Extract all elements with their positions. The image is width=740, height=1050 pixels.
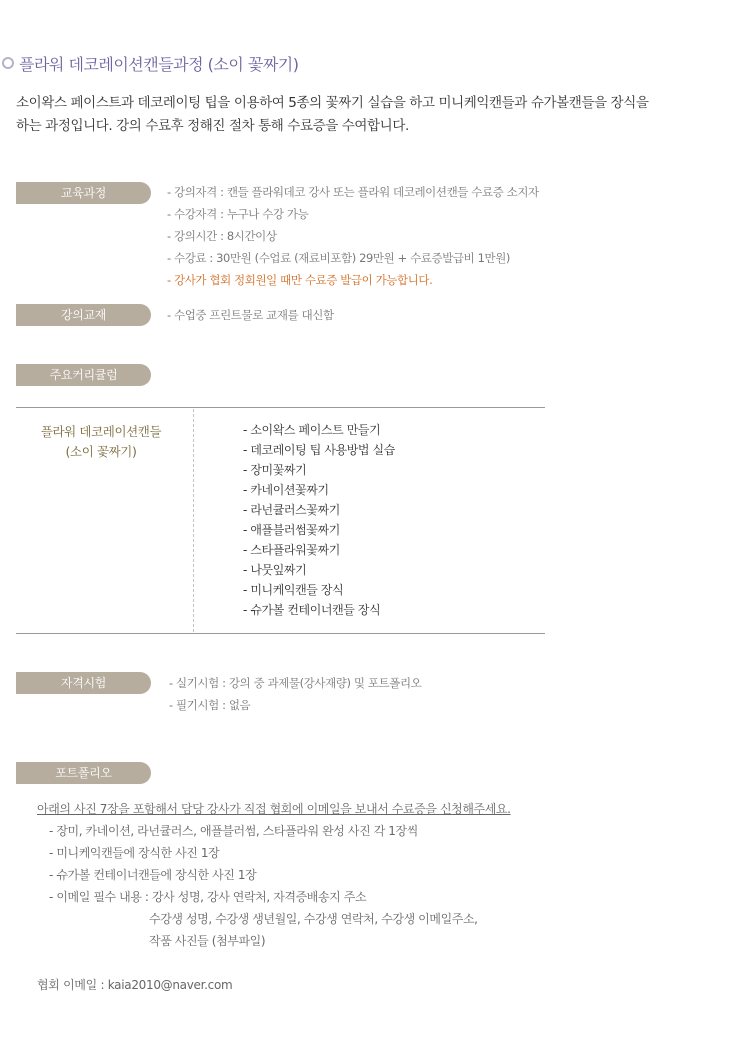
education-line: - 수강료 : 30만원 (수업료 (재료비포함) 29만원 + 수료증발급비 1만원): [167, 251, 510, 265]
list-item: - 라넌큘러스꽃짜기: [243, 503, 340, 517]
course-name-line: (소이 꽃짜기): [65, 444, 137, 459]
education-info: [167, 181, 539, 291]
list-item: - 나뭇잎짜기: [243, 563, 307, 577]
list-item: - 애플블러썸꽃짜기: [243, 523, 340, 537]
intro-line: 하는 과정입니다. 강의 수료후 정해진 절차 통해 수료증을 수여합니다.: [16, 118, 409, 134]
exam-label: 자격시험: [16, 672, 151, 694]
curriculum-label: 주요커리큘럼: [16, 364, 151, 386]
list-item: - 슈가볼 컨테이너캔들 장식: [243, 603, 381, 617]
course-intro: [16, 92, 716, 138]
list-item: - 미니케익캔들 장식: [243, 583, 344, 597]
intro-line: 소이왁스 페이스트과 데코레이팅 팁을 이용하여 5종의 꽃짜기 실습을 하고 미니케익캔들과 슈가볼캔들을 장식을: [16, 95, 649, 111]
list-item: - 스타플라워꽃짜기: [243, 543, 340, 557]
exam-info: [169, 672, 421, 716]
portfolio-item: - 이메일 필수 내용 : 강사 성명, 강사 연락처, 자격증배송지 주소: [49, 890, 367, 904]
portfolio-label: 포트폴리오: [16, 762, 151, 784]
list-item: - 소이왁스 페이스트 만들기: [243, 423, 381, 437]
exam-line: - 필기시험 : 없음: [169, 698, 251, 712]
portfolio-item: - 슈가볼 컨테이너캔들에 장식한 사진 1장: [49, 868, 257, 882]
curriculum-list: [243, 420, 395, 620]
list-item: - 장미꽃짜기: [243, 463, 307, 477]
portfolio-item: - 장미, 카네이션, 라넌큘러스, 애플블러썸, 스타플라워 완성 사진 각 1장씩: [49, 824, 418, 838]
education-line: - 수강자격 : 누구나 수강 가능: [167, 207, 309, 221]
course-name-line: 플라워 데코레이션캔들: [40, 424, 162, 439]
curriculum-table: [16, 407, 545, 634]
section-header: [2, 51, 299, 75]
exam-line: - 실기시험 : 강의 중 과제물(강사재량) 및 포트폴리오: [169, 676, 422, 690]
education-line: - 강의시간 : 8시간이상: [167, 229, 277, 243]
portfolio-item: - 미니케익캔들에 장식한 사진 1장: [49, 846, 220, 860]
ring-bullet-icon: [2, 57, 14, 69]
textbook-line: - 수업중 프린트물로 교재를 대신함: [167, 308, 334, 322]
portfolio-lead: 아래의 사진 7장을 포함해서 담당 강사가 직접 협회에 이메일을 보내서 수료증을 신청해주세요.: [37, 802, 511, 816]
portfolio-continuation: 작품 사진들 (첨부파일): [149, 934, 266, 948]
page-title: 플라워 데코레이션캔들과정 (소이 꽃짜기): [19, 54, 299, 74]
dashed-divider: [193, 409, 194, 632]
list-item: - 데코레이팅 팁 사용방법 실습: [243, 443, 395, 457]
education-label: 교육과정: [16, 182, 151, 204]
course-name: [16, 422, 186, 462]
association-email: 협회 이메일 : kaia2010@naver.com: [37, 978, 233, 992]
portfolio-info: [37, 798, 511, 952]
textbook-info: [167, 304, 334, 326]
certificate-warning: - 강사가 협회 정회원일 때만 수료증 발급이 가능합니다.: [167, 273, 433, 287]
textbook-label: 강의교재: [16, 304, 151, 326]
education-line: - 강의자격 : 캔들 플라워데코 강사 또는 플라워 데코레이션캔들 수료증 소지자: [167, 185, 539, 199]
list-item: - 카네이션꽃짜기: [243, 483, 329, 497]
portfolio-continuation: 수강생 성명, 수강생 생년월일, 수강생 연락처, 수강생 이메일주소,: [149, 912, 478, 926]
